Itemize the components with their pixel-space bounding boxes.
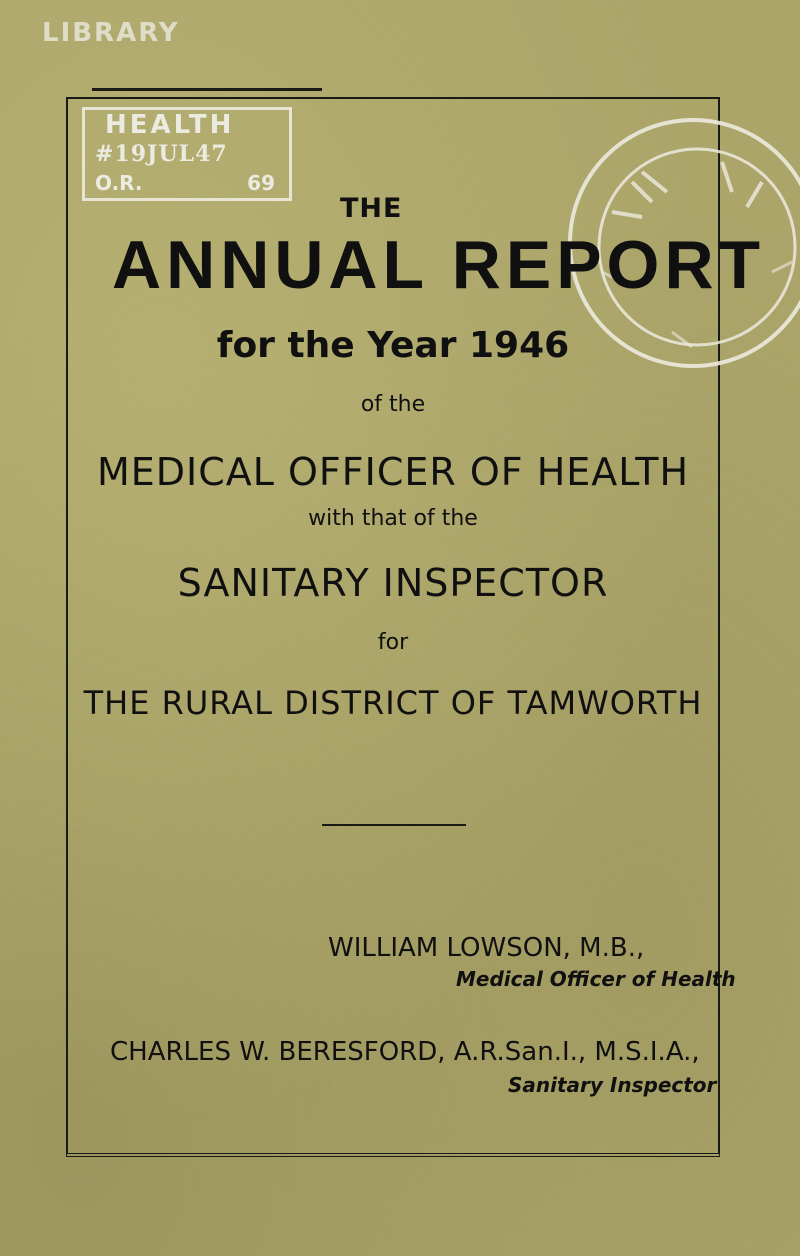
signatory-name-moh: WILLIAM LOWSON, M.B., — [328, 933, 645, 963]
health-stamp-ref-right: 69 — [247, 171, 275, 195]
library-stamp: LIBRARY — [42, 18, 180, 48]
of-the-line: of the — [360, 392, 426, 417]
frame-top-rule — [92, 88, 322, 91]
sanitary-inspector-heading: SANITARY INSPECTOR — [177, 561, 609, 605]
health-stamp-date: #19JUL47 — [95, 141, 228, 167]
report-year-line: for the Year 1946 — [216, 325, 570, 366]
medical-officer-heading: MEDICAL OFFICER OF HEALTH — [96, 450, 690, 494]
health-received-stamp — [82, 107, 292, 201]
title-the: THE — [340, 193, 403, 224]
health-stamp-ref-left: O.R. — [95, 171, 143, 195]
health-stamp-title: HEALTH — [105, 110, 235, 140]
district-heading: THE RURAL DISTRICT OF TAMWORTH — [83, 684, 703, 722]
signatory-role-inspector: Sanitary Inspector — [508, 1073, 717, 1097]
title-annual-report: ANNUAL REPORT — [112, 227, 766, 303]
signatory-role-moh: Medical Officer of Health — [456, 967, 736, 991]
section-divider — [322, 824, 466, 826]
health-stamp-ref — [95, 173, 275, 193]
for-line: for — [377, 630, 409, 655]
with-that-of-the-line: with that of the — [308, 506, 478, 531]
signatory-name-inspector: CHARLES W. BERESFORD, A.R.San.I., M.S.I.A., — [110, 1037, 700, 1067]
